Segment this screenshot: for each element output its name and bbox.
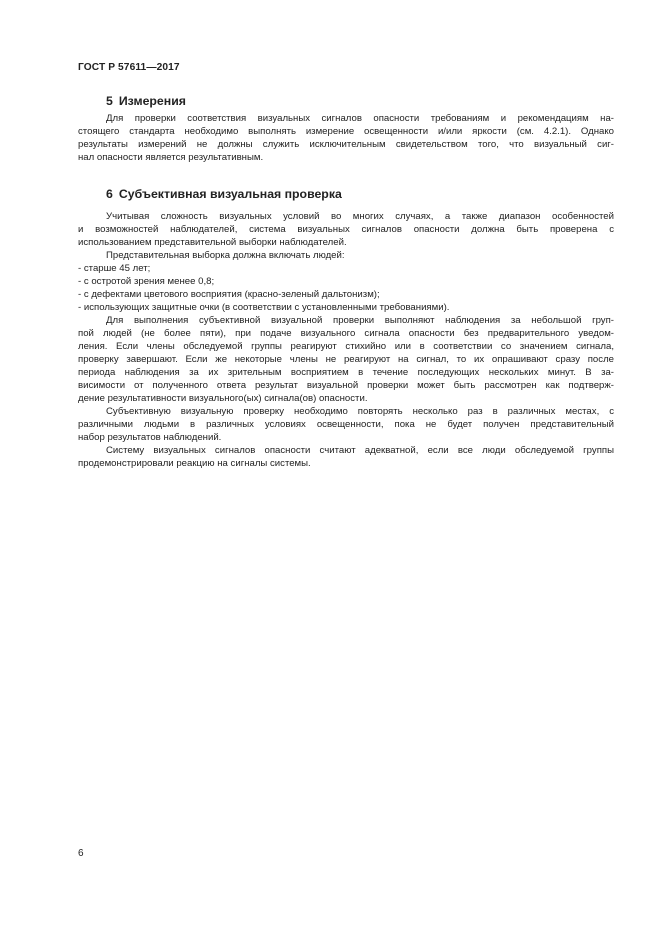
paragraph-line: набор результатов наблюдений.: [78, 432, 222, 443]
document-code: ГОСТ Р 57611—2017: [78, 62, 180, 73]
section-5-line: Для проверки соответствия визуальных сигналов опасности требованиям и рекомендациям на-: [106, 113, 614, 124]
paragraph-line: проверку завершают. Если же некоторые члены не реагируют на сигнал, то их опрашивают сразу после: [78, 354, 614, 365]
section-5-line: стоящего стандарта необходимо выполнять измерение освещенности и/или яркости (см. 4.2.1). Однако: [78, 126, 614, 137]
paragraph-line: различными людьми в различных условиях освещенности, пока не будет получен представительный: [78, 419, 614, 430]
paragraph-line: ления. Если члены обследуемой группы реагируют стихийно или в соответствии со значением сигнала,: [78, 341, 614, 352]
section-6-heading: [106, 187, 342, 201]
section-5-line: нал опасности является результативным.: [78, 152, 264, 163]
section-6-number: 6: [106, 187, 113, 201]
paragraph-line: Субъективную визуальную проверку необходимо повторять несколько раз в различных местах, с: [106, 406, 614, 417]
paragraph-line: пой людей (не более пяти), при подаче визуального сигнала опасности без предварительного уведом-: [78, 328, 614, 339]
section-5-line: результаты измерений не должны служить исключительным свидетельством того, что визуальный сиг-: [78, 139, 614, 150]
paragraph-line: Учитывая сложность визуальных условий во многих случаях, а также диапазон особенностей: [106, 211, 614, 222]
paragraph-line: использованием представительной выборки наблюдателей.: [78, 237, 347, 248]
section-5-heading: [106, 94, 186, 108]
list-item: - использующих защитные очки (в соответствии с установленными требованиями).: [78, 302, 450, 313]
paragraph-line: дение результативности визуального(ых) сигнала(ов) опасности.: [78, 393, 368, 404]
list-intro: Представительная выборка должна включать людей:: [106, 250, 345, 261]
section-5-number: 5: [106, 94, 113, 108]
paragraph-line: Для выполнения субъективной визуальной проверки выполняют наблюдения за небольшой груп-: [106, 315, 614, 326]
paragraph-line: и возможностей наблюдателей, система визуальных сигналов опасности должна быть проверена с: [78, 224, 614, 235]
list-item: - с дефектами цветового восприятия (красно-зеленый дальтонизм);: [78, 289, 380, 300]
paragraph-line: Систему визуальных сигналов опасности считают адекватной, если все люди обследуемой группы: [106, 445, 614, 456]
paragraph-line: периода наблюдения за их зрительным восприятием в течение последующих нескольких минут. В за-: [78, 367, 614, 378]
paragraph-line: продемонстрировали реакцию на сигналы системы.: [78, 458, 311, 469]
section-5-title: Измерения: [118, 94, 186, 108]
list-item: - старше 45 лет;: [78, 263, 151, 274]
list-item: - с остротой зрения менее 0,8;: [78, 276, 215, 287]
page-number: 6: [78, 848, 84, 859]
section-6-title: Субъективная визуальная проверка: [118, 187, 342, 201]
paragraph-line: висимости от полученного ответа результат визуальной проверки может быть рассмотрен как подтверж-: [78, 380, 614, 391]
